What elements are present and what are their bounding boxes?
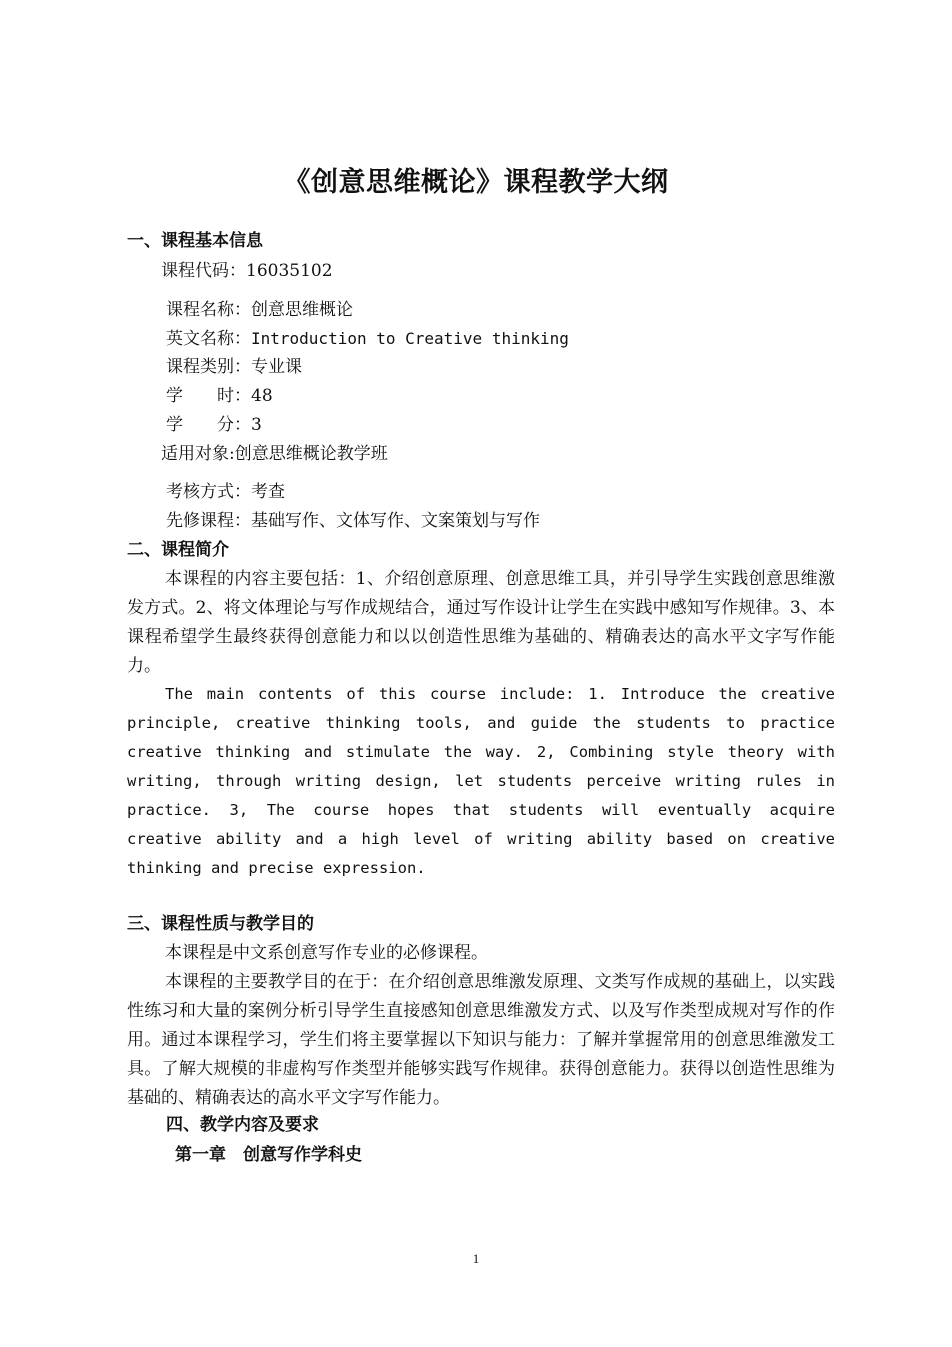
assessment-row (166, 481, 285, 503)
audience-row (161, 443, 388, 465)
field-value: 基础写作、文体写作、文案策划与写作 (251, 511, 540, 531)
objectives-paragraph: 本课程的主要教学目的在于：在介绍创意思维激发原理、文类写作成规的基础上，以实践性练习和大量的案例分析引导学生直接感知创意思维激发方式、以及写作类型成规对写作的作用。通过本课程学习，学生们将主要掌握以下知识与能力：了解并掌握常用的创意思维激发工具。了解大规模的非虚构写作类型并能够实践写作规律。获得创意能力。获得以创造性思维为基础的、精确表达的高水平文字写作能力。 (127, 972, 835, 1108)
field-value: 创意思维概论教学班 (234, 444, 388, 464)
english-name-row (166, 328, 569, 350)
credits-row (166, 414, 262, 436)
field-label: 学 时： (166, 386, 251, 406)
field-label: 课程类别： (166, 357, 251, 377)
field-value: 48 (251, 386, 273, 406)
page-number: 1 (472, 1251, 480, 1266)
hours-row (166, 385, 273, 407)
field-value: 创意思维概论 (251, 300, 353, 320)
section3-heading: 三、课程性质与教学目的 (127, 914, 314, 934)
section2-heading: 二、课程简介 (127, 540, 229, 560)
field-label: 适用对象: (161, 444, 235, 464)
field-label: 课程名称： (166, 300, 251, 320)
field-value: 3 (251, 415, 262, 435)
field-value: Introduction to Creative thinking (251, 329, 569, 348)
course-code-row (161, 260, 333, 282)
field-label: 学 分： (166, 415, 251, 435)
field-value: 16035102 (246, 261, 333, 281)
field-label: 先修课程： (166, 511, 251, 531)
field-value: 考查 (251, 482, 285, 502)
course-intro-cn: 本课程的内容主要包括：1、介绍创意原理、创意思维工具，并引导学生实践创意思维激发方式。2、将文体理论与写作成规结合，通过写作设计让学生在实践中感知写作规律。3、本课程希望学生最终获得创意能力和以以创造性思维为基础的、精确表达的高水平文字写作能力。 (127, 569, 835, 676)
chapter1-heading: 第一章 创意写作学科史 (175, 1145, 362, 1165)
prerequisites-row (166, 510, 540, 532)
section1-heading: 一、课程基本信息 (127, 231, 263, 251)
section4-heading: 四、教学内容及要求 (166, 1115, 319, 1135)
nature-paragraph: 本课程是中文系创意写作专业的必修课程。 (165, 943, 488, 963)
field-label: 课程代码： (161, 261, 246, 281)
course-category-row (166, 356, 302, 378)
field-label: 英文名称： (166, 329, 251, 349)
course-intro-en: The main contents of this course include: 1. Introduce the creative principle, creative thinking tools, and guide the students to practice creative thinking and stimulate the way. 2, Combining style theory with writing, through writing design, let students perceive writing rules in practice. 3, The course hopes that students will eventually acquire creative ability and a high level of writing ability based on creative thinking and precise expression. (127, 685, 835, 877)
field-value: 专业课 (251, 357, 302, 377)
field-label: 考核方式： (166, 482, 251, 502)
course-name-row (166, 299, 353, 321)
document-title: 《创意思维概论》课程教学大纲 (283, 167, 669, 198)
